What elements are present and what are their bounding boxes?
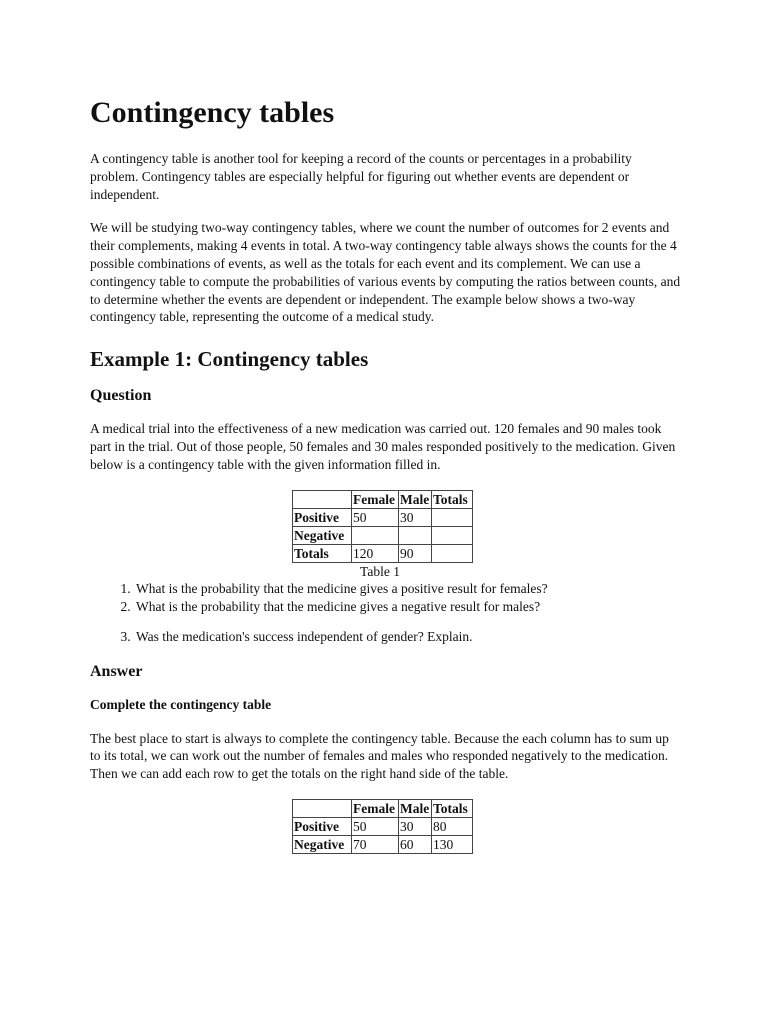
row-label-cell: Positive (293, 817, 352, 835)
table-1-wrapper (292, 490, 682, 563)
table-cell: 50 (352, 817, 399, 835)
table-row (293, 835, 473, 853)
table-cell: 70 (352, 835, 399, 853)
table-1-caption: Table 1 (360, 563, 400, 579)
table-header-cell: Female (352, 490, 399, 508)
intro-paragraph-1: A contingency table is another tool for keeping a record of the counts or percentages in a probability problem. Contingency tables are especially helpful for figuring out whether events are dependent or independent. (90, 151, 632, 202)
question-paragraph: A medical trial into the effectiveness of a new medication was carried out. 120 females and 90 males took part in the trial. Out of those people, 50 females and 30 males responded positively to the medication. Given below is a contingency table with the given information filled in. (90, 421, 676, 472)
table-header-row (293, 799, 473, 817)
table-cell (399, 526, 432, 544)
contingency-table-2 (292, 799, 473, 854)
table-cell: 60 (399, 835, 432, 853)
row-label-cell: Negative (293, 835, 352, 853)
table-header-row (293, 490, 473, 508)
table-cell (352, 526, 399, 544)
table-cell: 130 (432, 835, 473, 853)
answer-heading: Answer (90, 662, 143, 680)
table-cell: 50 (352, 508, 399, 526)
document-content (90, 96, 682, 854)
question-heading: Question (90, 387, 152, 405)
table-header-cell: Male (399, 799, 432, 817)
table-cell: 30 (399, 817, 432, 835)
question-list-continued (90, 628, 682, 646)
question-list (90, 580, 682, 616)
table-cell (293, 799, 352, 817)
row-label-cell: Negative (293, 526, 352, 544)
table-cell (432, 508, 473, 526)
list-item: 2. What is the probability that the medicine gives a negative result for males? (134, 598, 682, 616)
table-cell: 120 (352, 544, 399, 562)
list-item: 3. Was the medication's success independent of gender? Explain. (134, 628, 682, 646)
table-header-cell: Female (352, 799, 399, 817)
table-cell (432, 544, 473, 562)
table-header-cell: Totals (432, 490, 473, 508)
table-header-cell: Totals (432, 799, 473, 817)
intro-paragraph-2: We will be studying two-way contingency tables, where we count the number of outcomes for 2 events and their complements, making 4 events in total. A two-way contingency table always shows the counts for the 4 possible combinations of events, as well as the totals for each event and its complement. We can use a contingency table to compute the probabilities of various events by computing the ratios between counts, and to determine whether the events are dependent or independent. The example below shows a two-way contingency table, representing the outcome of a medical study. (90, 220, 681, 325)
table-row (293, 508, 473, 526)
table-header-cell: Male (399, 490, 432, 508)
table-row (293, 526, 473, 544)
row-label-cell: Totals (293, 544, 352, 562)
table-2-wrapper (292, 799, 682, 854)
table-cell: 90 (399, 544, 432, 562)
row-label-cell: Positive (293, 508, 352, 526)
example-heading: Example 1: Contingency tables (90, 347, 369, 372)
contingency-table-1 (292, 490, 473, 563)
list-item: 1. What is the probability that the medicine gives a positive result for females? (134, 580, 682, 598)
page-title: Contingency tables (90, 96, 335, 129)
table-cell: 80 (432, 817, 473, 835)
answer-paragraph: The best place to start is always to complete the contingency table. Because the each column has to sum up to its total, we can work out the number of females and males who responded negatively to the medication. Then we can add each row to get the totals on the right hand side of the table. (90, 730, 669, 782)
table-cell: 30 (399, 508, 432, 526)
table-cell (293, 490, 352, 508)
table-cell (432, 526, 473, 544)
answer-subheading: Complete the contingency table (90, 696, 272, 712)
table-row (293, 544, 473, 562)
table-row (293, 817, 473, 835)
